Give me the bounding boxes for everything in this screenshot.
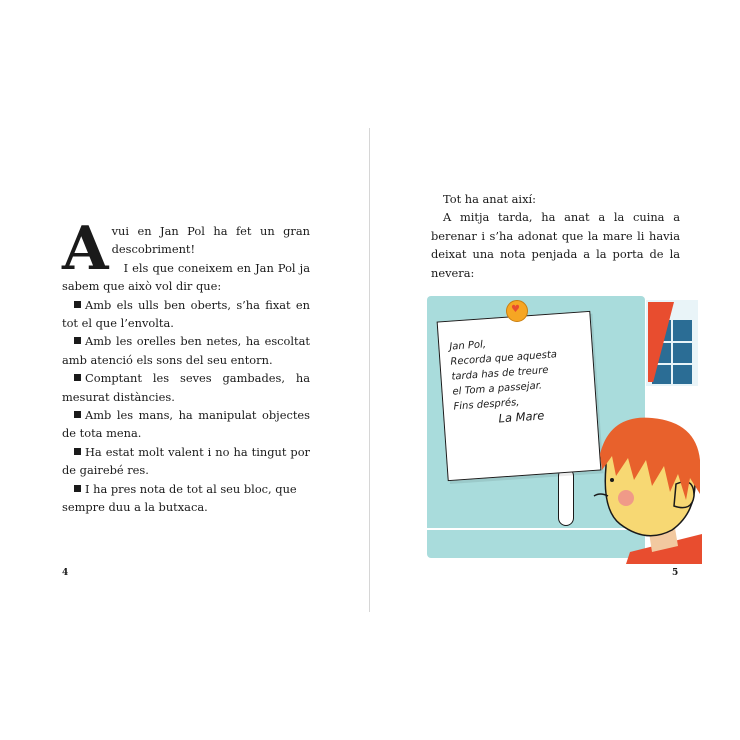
bullet-text: Amb les mans, ha manipulat objectes de tota mena.	[62, 408, 310, 441]
right-paragraph-1: Tot ha anat així:	[443, 192, 536, 206]
bullet-text: Amb les orelles ben netes, ha escoltat amb atenció els sons del seu entorn.	[62, 334, 310, 367]
page-number-right: 5	[672, 568, 679, 578]
drop-cap: A	[62, 214, 109, 284]
boy-eye	[610, 478, 614, 482]
note-paper	[437, 311, 602, 481]
boy-mouth	[594, 494, 608, 496]
square-bullet-icon	[74, 301, 81, 308]
right-paragraph-2: A mitja tarda, ha anat a la cuina a berenar i s’ha adonat que la mare li havia deixat una nota penjada a la porta de la nevera:	[431, 210, 680, 280]
boy-cheek	[618, 490, 634, 506]
bullet-item	[62, 406, 310, 443]
note-line: Recorda que aquesta	[450, 349, 558, 368]
note-line: Fins després,	[453, 396, 520, 413]
heart-icon: ♥	[511, 304, 520, 315]
note-line: Jan Pol,	[449, 339, 487, 353]
bullet-text: I ha pres nota de tot al seu bloc, que sempre duu a la butxaca.	[62, 481, 297, 515]
note-line: el Tom a passejar.	[452, 380, 543, 398]
square-bullet-icon	[74, 337, 81, 344]
bullet-item	[62, 443, 310, 480]
square-bullet-icon	[74, 448, 81, 455]
bullet-item	[62, 296, 310, 333]
square-bullet-icon	[74, 411, 81, 418]
bullet-text: Comptant les seves gambades, ha mesurat distàncies.	[62, 371, 310, 404]
intro-text: vui en Jan Pol ha fet un gran descobriment!	[111, 224, 310, 257]
square-bullet-icon	[74, 485, 81, 492]
left-page	[62, 214, 310, 517]
bullet-item	[62, 369, 310, 406]
right-page	[431, 190, 680, 282]
boy-character	[590, 414, 702, 564]
bullet-text: Ha estat molt valent i no ha tingut por de gairebé res.	[62, 444, 310, 478]
fridge-handle	[558, 468, 574, 526]
bullet-text: Amb els ulls ben oberts, s’ha fixat en tot el que l’envolta.	[62, 297, 310, 331]
note-line: tarda has de treure	[451, 364, 549, 383]
square-bullet-icon	[74, 374, 81, 381]
bullet-item	[62, 332, 310, 369]
second-paragraph: I els que coneixem en Jan Pol ja sabem que això vol dir que:	[62, 260, 310, 294]
kitchen-illustration	[412, 292, 702, 564]
book-gutter	[369, 128, 370, 612]
note-signature: La Mare	[498, 408, 545, 426]
bullet-item	[62, 480, 310, 517]
page-number-left: 4	[62, 568, 69, 578]
note-text	[449, 330, 589, 429]
